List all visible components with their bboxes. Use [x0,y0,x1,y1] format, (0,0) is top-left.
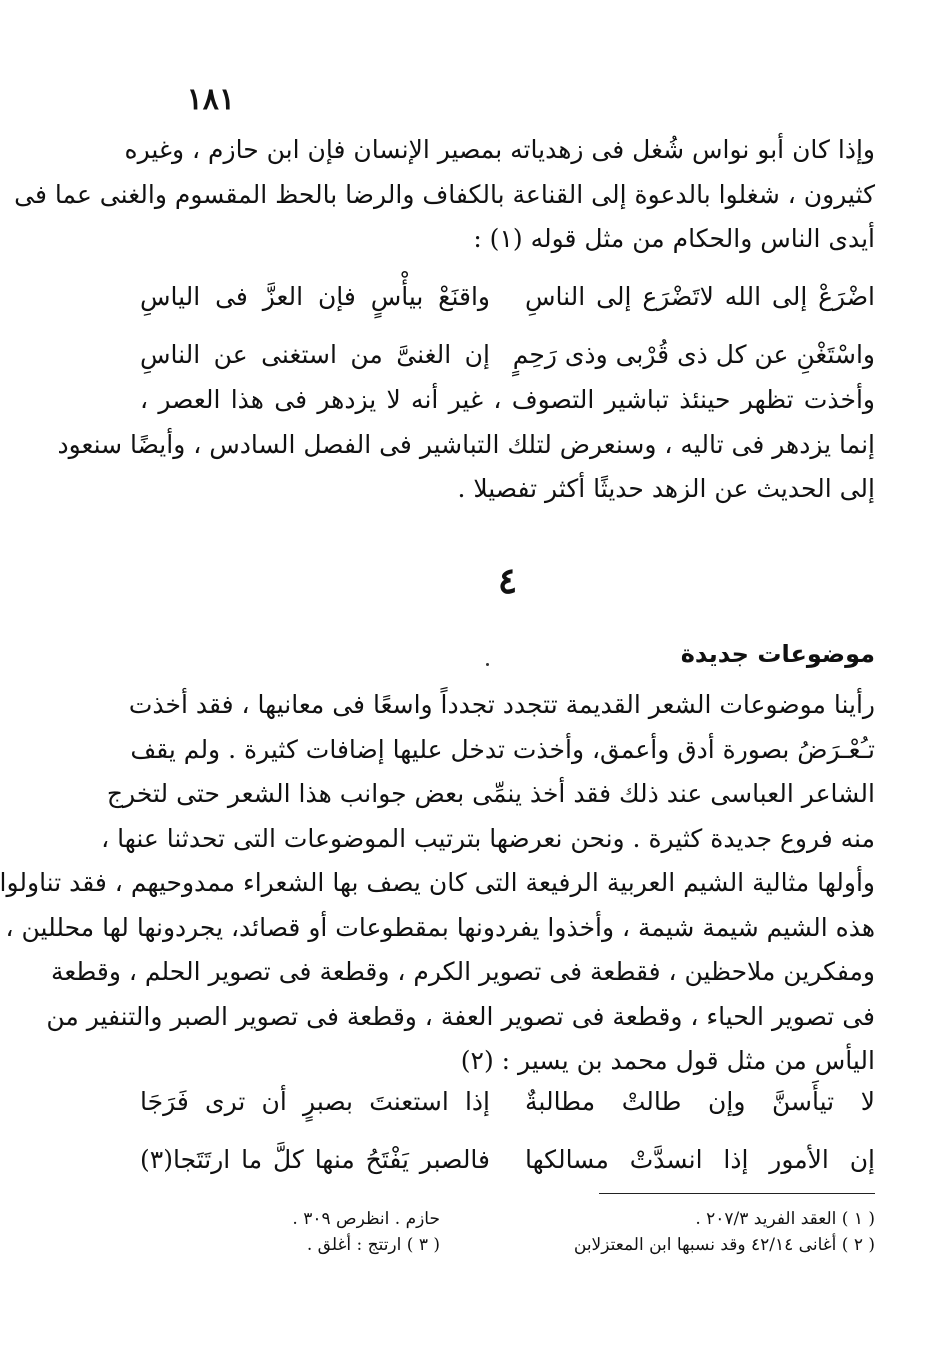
footnote-divider [599,1193,875,1194]
text-line: اليأس من مثل قول محمد بن يسير : (٢) [460,1046,875,1075]
text-line: الشاعر العباسى عند ذلك فقد أخذ ينمِّى بعض جوانب هذا الشعر حتى لتخرج [106,779,875,808]
verse-first-hemistich: اضْرَعْ إلى الله لاتَضْرَع إلى الناسِ [525,282,875,311]
footnote-1: ( ١ ) العقد الفريد ٢٠٧/٣ . [695,1209,875,1229]
paragraph-sufism [57,378,875,512]
verse-row [140,1073,875,1131]
text-line: أيدى الناس والحكام من مثل قوله (١) : [473,224,875,253]
verse-second-hemistich: إن الغنىَّ من استغنى عن الناسِ [140,340,490,369]
stray-mark [486,663,489,666]
text-line: ومفكرين ملاحظين ، فقطعة فى تصوير الكرم ، وقطعة فى تصوير الحلم ، وقطعة [50,957,875,986]
section-number: ٤ [497,560,518,602]
verse-first-hemistich: واسْتَغْنِ عن كل ذى قُرْبى وذى رَحِمٍ [512,340,875,369]
poem-verses-2 [140,1073,875,1189]
text-line: منه فروع جديدة كثيرة . ونحن نعرضها بترتيب الموضوعات التى تحدثنا عنها ، [101,823,875,853]
text-line: تـُعْـرَضُ بصورة أدق وأعمق، وأخذت تدخل عليها إضافات كثيرة . ولم يقف [130,734,875,764]
text-line: وأولها مثالية الشيم العربية الرفيعة التى كان يصف بها الشعراء ممدوحيهم ، فقد تناولوا [0,868,875,897]
footnote-2-continuation: حازم . انظرص ٣٠٩ . [292,1209,440,1229]
text-line: إنما يزدهر فى تاليه ، وسنعرض لتلك التباشير فى الفصل السادس ، وأيضًا سنعود [57,429,875,459]
poem-verses-1 [140,268,875,384]
verse-second-hemistich: فالصبر يَفْتَحُ منها كلَّ ما ارتَتَجا(٣) [140,1145,490,1174]
footnote-row [140,1232,875,1258]
text-line: إلى الحديث عن الزهد حديثًا أكثر تفصيلا . [457,474,875,503]
text-line: هذه الشيم شيمة شيمة ، وأخذوا يفردونها بمقطوعات أو قصائد، يجردونها لها محللين ، [5,912,875,942]
text-line: فى تصوير الحياء ، وقطعة فى تصوير العفة ، وقطعة فى تصوير الصبر والتنفير من [46,1001,875,1031]
verse-row [140,326,875,384]
verse-row [140,1131,875,1189]
footnotes [140,1206,875,1258]
footnote-3: ( ٣ ) ارتتج : أغلق . [306,1235,440,1255]
intro-paragraph [14,128,875,262]
verse-second-hemistich: واقنَعْ بيأْسٍ فإن العزَّ فى الياسِ [140,282,490,311]
verse-second-hemistich: إذا استعنتَ بصبرٍ أن ترى فَرَجَا [140,1087,490,1116]
text-line: وإذا كان أبو نواس شُغل فى زهدياته بمصير الإنسان فإن ابن حازم ، وغيره [124,135,875,164]
footnote-row [140,1206,875,1232]
section-heading: موضوعات جديدة [680,640,875,668]
verse-first-hemistich: إن الأمور إذا انسدَّتْ مسالكها [525,1145,875,1174]
text-line: رأينا موضوعات الشعر القديمة تتجدد تجدداً واسعًا فى معانيها ، فقد أخذت [128,690,875,719]
paragraph-new-topics [0,683,875,1084]
page-number: ١٨١ [186,82,235,117]
verse-row [140,268,875,326]
text-line: كثيرون ، شغلوا بالدعوة إلى القناعة بالكفاف والرضا بالحظ المقسوم والغنى عما فى [14,179,875,209]
verse-first-hemistich: لا تيأَسنَّ وإن طالتْ مطالبةٌ [525,1087,875,1116]
footnote-2: ( ٢ ) أغانى ٤٢/١٤ وقد نسبها ابن المعتزلابن [573,1235,875,1255]
text-line: وأخذت تظهر حينئذ تباشير التصوف ، غير أنه لا يزدهر فى هذا العصر ، [140,385,875,414]
